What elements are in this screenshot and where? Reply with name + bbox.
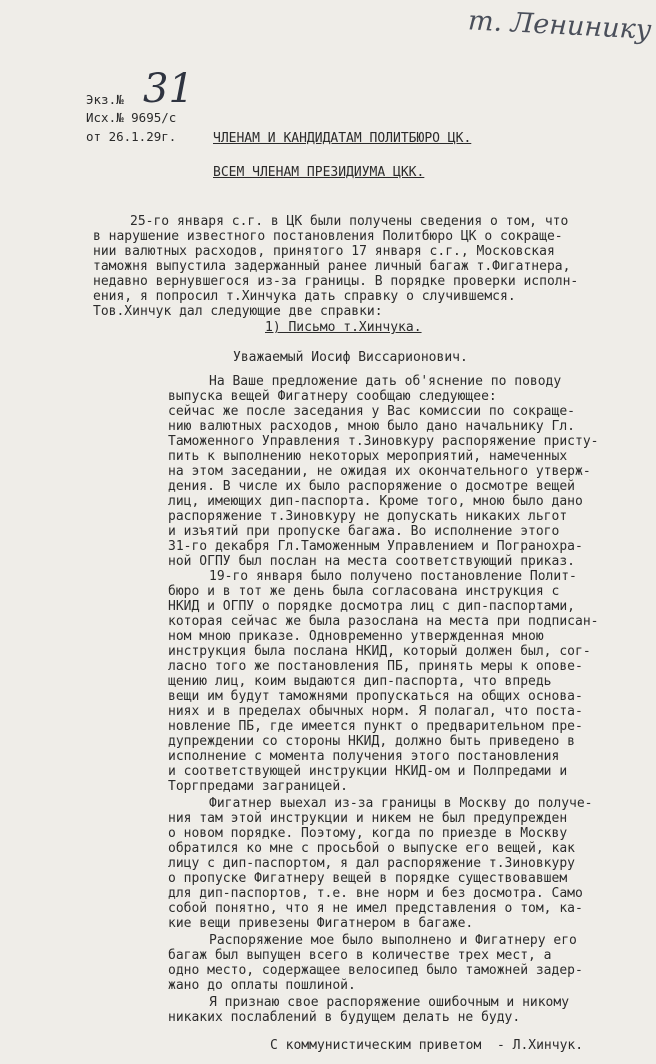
intro-line: ения, я попросил т.Хинчука дать справку о случившемся. xyxy=(93,289,516,304)
body-line: Я признаю свое распоряжение ошибочным и никому xyxy=(209,995,570,1010)
body-line: одно место, содержащее велосипед было таможней задер- xyxy=(168,963,583,978)
body-line: ния там этой инструкции и никем не был предупрежден xyxy=(168,811,568,826)
body-line: кие вещи привезены Фигатнером в багаже. xyxy=(168,916,474,931)
body-line: новление ПБ, где имеется пункт о предварительном пре- xyxy=(168,719,583,734)
body-line: лицу с дип-паспортом, я дал распоряжение т.Зиновкуру xyxy=(168,856,575,871)
body-line: на этом заседании, не ожидая их окончательного утверж- xyxy=(168,464,591,479)
body-line: о новом порядке. Поэтому, когда по приезде в Москву xyxy=(168,826,568,841)
body-line: Фигатнер выехал из-за границы в Москву до получе- xyxy=(209,796,593,811)
body-line: На Ваше предложение дать об'яснение по поводу xyxy=(209,374,562,389)
letter-heading: 1) Письмо т.Хинчука. xyxy=(265,320,422,335)
intro-line: 25-го января с.г. в ЦК были получены сведения о том, что xyxy=(130,214,569,229)
body-line: для дип-паспортов, т.е. вне норм и без досмотра. Само xyxy=(168,886,583,901)
recipient-line: ЧЛЕНАМ И КАНДИДАТАМ ПОЛИТБЮРО ЦК. xyxy=(213,131,472,146)
body-line: ласно того же постановления ПБ, принять меры к оповe- xyxy=(168,659,583,674)
intro-line: Тов.Хинчук дал следующие две справки: xyxy=(93,304,383,319)
body-line: багаж был выпущен всего в количестве трех мест, а xyxy=(168,948,552,963)
body-line: вещи им будут таможнями пропускаться на общих основа- xyxy=(168,689,583,704)
outgoing-number: Исх.№ 9695/с xyxy=(86,110,177,125)
body-line: собой понятно, что я не имел представления о том, ка- xyxy=(168,901,583,916)
handwritten-addressee: т. Ленинику xyxy=(467,5,653,46)
intro-line: нии валютных расходов, принятого 17 января с.г., Московская xyxy=(93,244,555,259)
closing-signature: С коммунистическим приветом - Л.Хинчук. xyxy=(270,1038,584,1053)
body-line: пить к выполнению некоторых мероприятий, намеченных xyxy=(168,449,568,464)
intro-line: в нарушение известного постановления Политбюро ЦК о сокраще- xyxy=(93,229,563,244)
copy-number-label: Экз.№ xyxy=(86,92,124,107)
body-line: лиц, имеющих дип-паспорта. Кроме того, мною было дано xyxy=(168,494,583,509)
body-line: Торгпредами заграницей. xyxy=(168,779,349,794)
body-line: Распоряжение мое было выполнено и Фигатнеру его xyxy=(209,933,577,948)
body-line: никаких послаблений в будущем делать не буду. xyxy=(168,1010,521,1025)
intro-line: недавно вернувшегося из-за границы. В порядке проверки исполн- xyxy=(93,274,579,289)
body-line: и изъятий при пропуске багажа. Во исполнение этого xyxy=(168,524,560,539)
body-line: щению лиц, коим выдаются дип-паспорта, что впредь xyxy=(168,674,552,689)
intro-line: таможня выпустила задержанный ранее личный багаж т.Фигатнера, xyxy=(93,259,571,274)
body-line: о пропуске Фигатнеру вещей в порядке существовавшем xyxy=(168,871,568,886)
body-line: Таможенного Управления т.Зиновкуру распоряжение присту- xyxy=(168,434,599,449)
body-line: и соответствующей инструкции НКИД-ом и Полпредами и xyxy=(168,764,568,779)
salutation: Уважаемый Иосиф Виссарионович. xyxy=(233,350,468,365)
body-line: ной ОГПУ был послан на места соответствующий приказ. xyxy=(168,554,575,569)
body-line: обратился ко мне с просьбой о выпуске его вещей, как xyxy=(168,841,575,856)
body-line: 19-го января было получено постановление Полит- xyxy=(209,569,577,584)
body-line: ниях и в пределах обычных норм. Я полагал, что поста- xyxy=(168,704,583,719)
body-line: 31-го декабря Гл.Таможенным Управлением и Погранохра- xyxy=(168,539,583,554)
body-line: сейчас же после заседания у Вас комиссии по сокраще- xyxy=(168,404,575,419)
body-line: дупреждении со стороны НКИД, должно быть приведено в xyxy=(168,734,575,749)
body-line: НКИД и ОГПУ о порядке досмотра лиц с дип-паспортами, xyxy=(168,599,575,614)
document-date: от 26.1.29г. xyxy=(86,129,177,144)
body-line: ном мною приказе. Одновременно утвержденная мною xyxy=(168,629,544,644)
body-line: распоряжение т.Зиновкуру не допускать никаких льгот xyxy=(168,509,568,524)
body-line: которая сейчас же была разослана на места при подписан- xyxy=(168,614,599,629)
body-line: нию валютных расходов, мною было дано начальнику Гл. xyxy=(168,419,575,434)
body-line: жано до оплаты пошлиной. xyxy=(168,978,356,993)
body-line: инструкция была послана НКИД, который должен был, сог- xyxy=(168,644,591,659)
recipient-line: ВСЕМ ЧЛЕНАМ ПРЕЗИДИУМА ЦКК. xyxy=(213,165,425,180)
body-line: бюро и в тот же день была согласована инструкция с xyxy=(168,584,560,599)
body-line: дения. В числе их было распоряжение о досмотре вещей xyxy=(168,479,575,494)
body-line: исполнение с момента получения этого постановления xyxy=(168,749,560,764)
body-line: выпуска вещей Фигатнеру сообщаю следующее: xyxy=(168,389,497,404)
copy-number: 31 xyxy=(143,66,194,112)
